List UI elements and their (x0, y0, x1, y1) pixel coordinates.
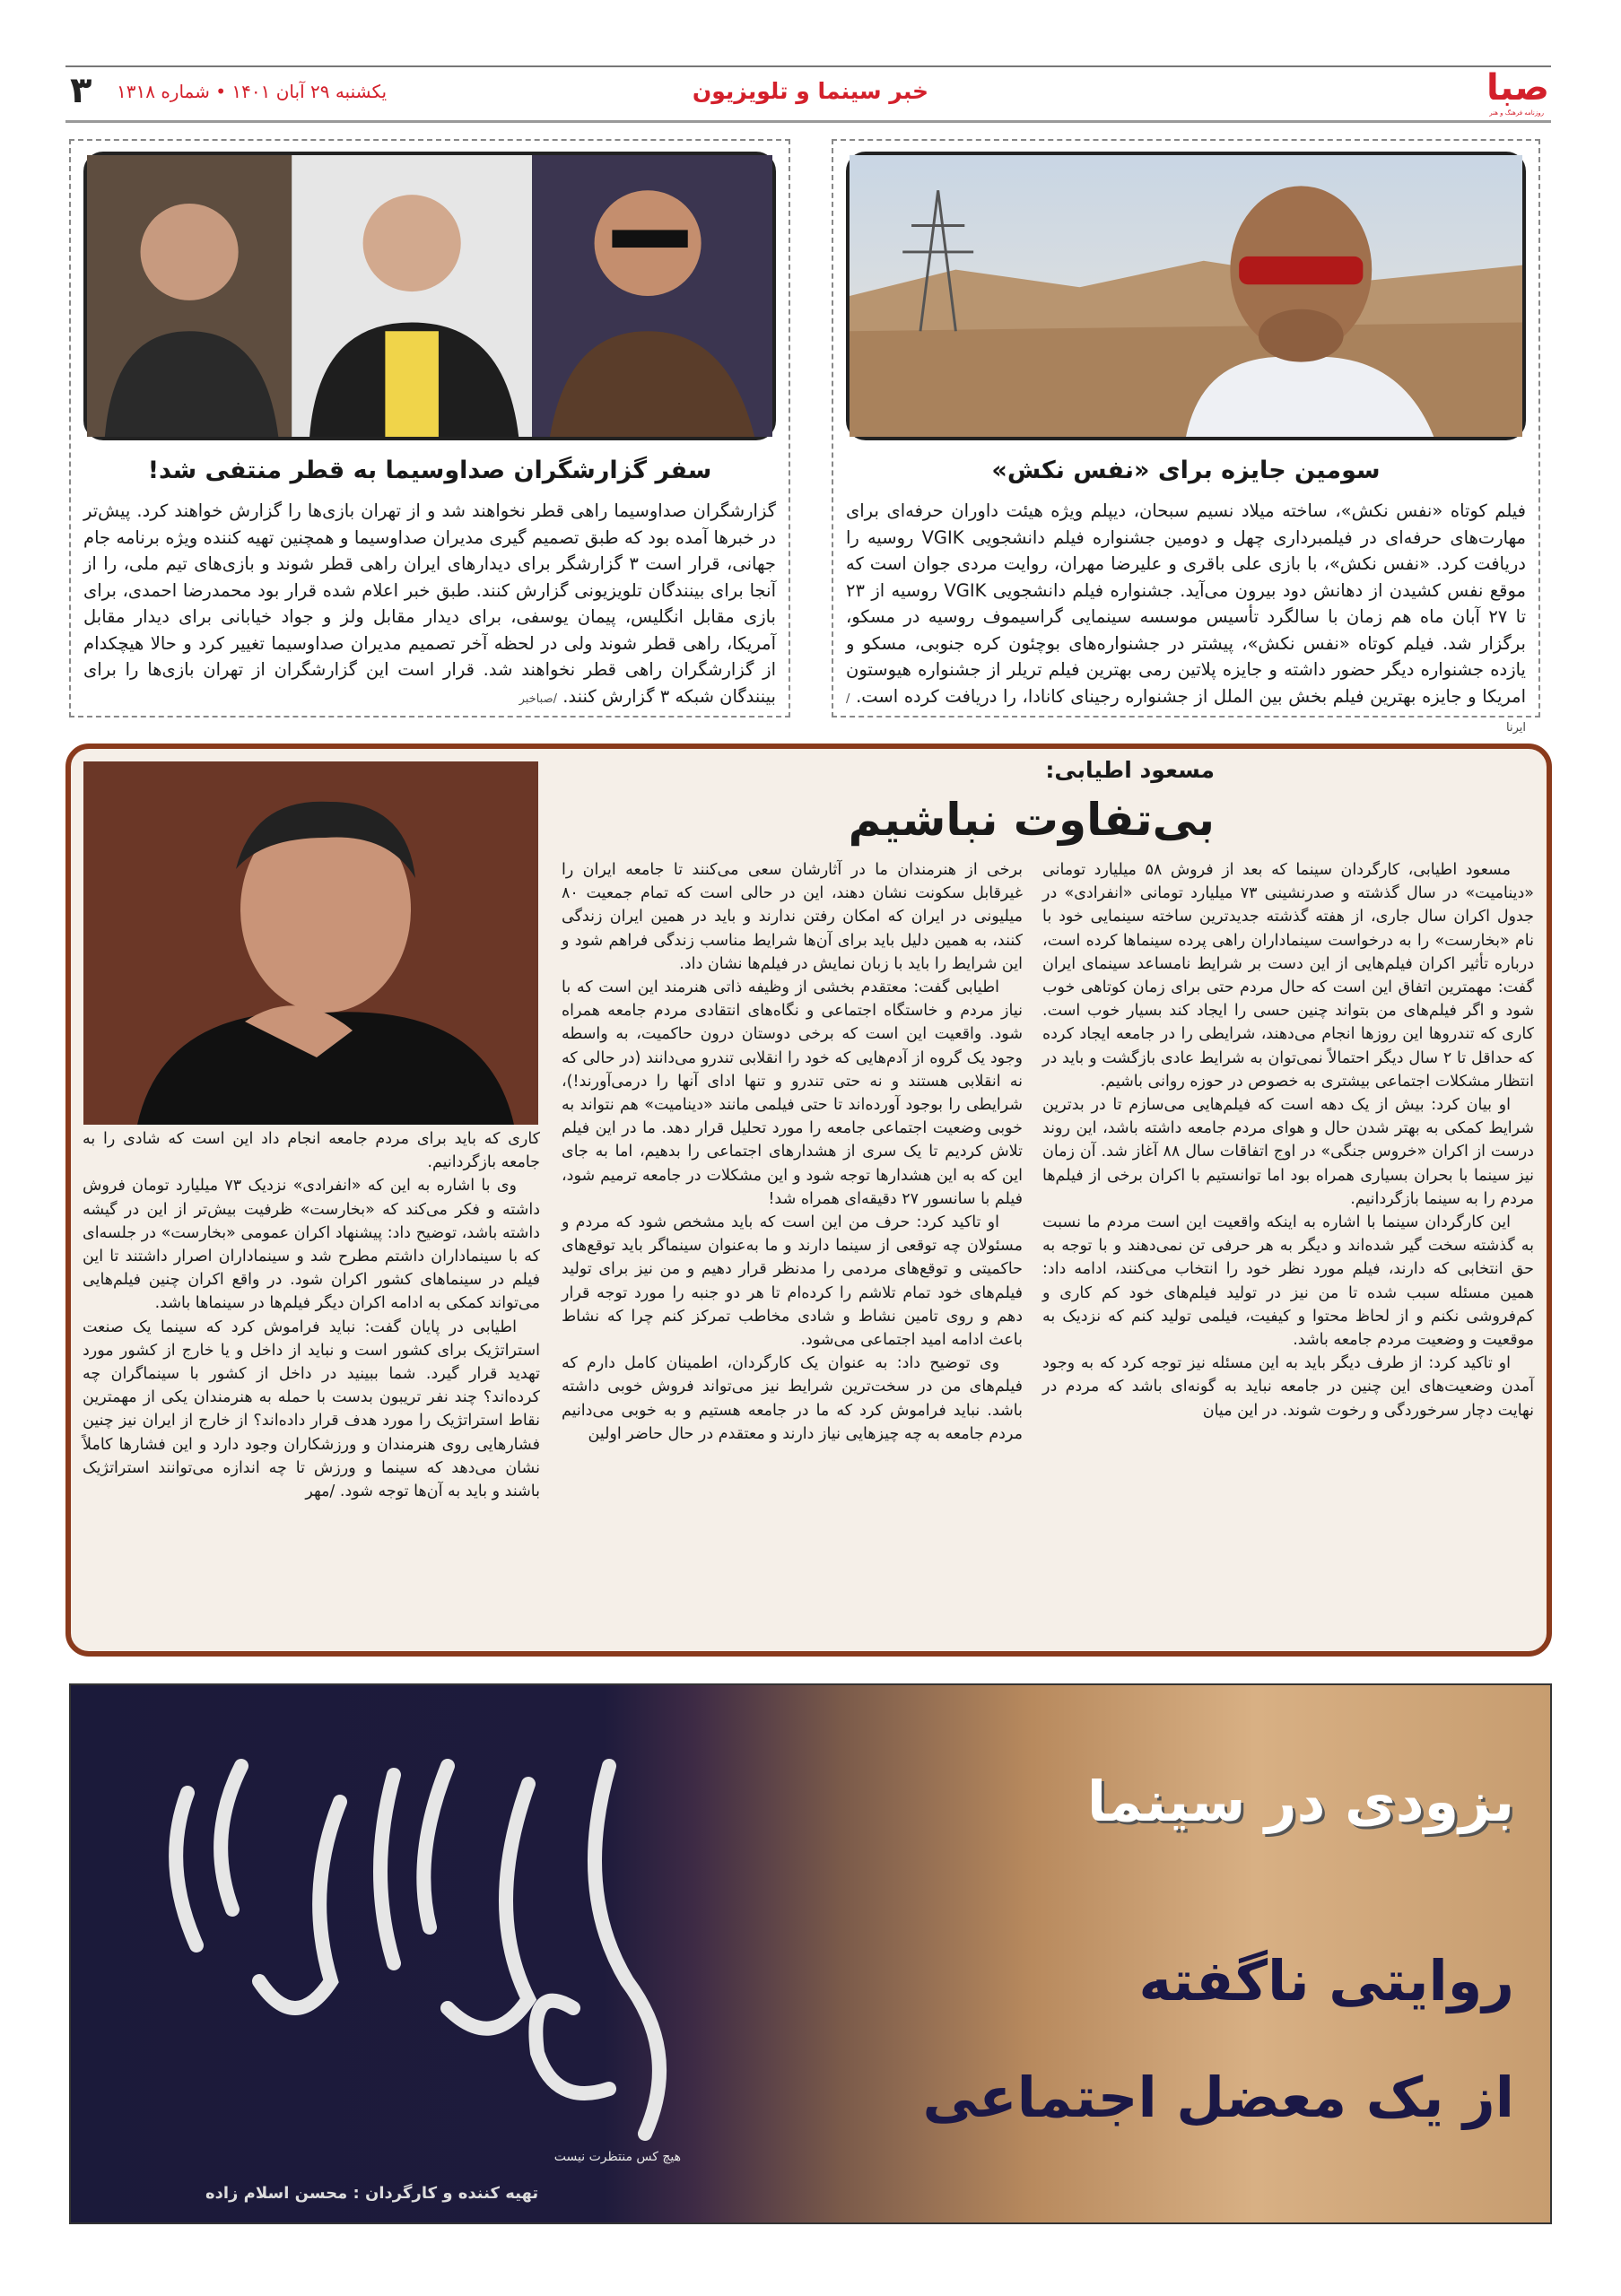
article-paragraph: او تاکید کرد: حرف من این است که باید مشخص شود که مردم و مسئولان چه توقعی از سینما دارند و ما به‌عنوان سینماگر باید توقع‌های حاکمیتی و توقع‌های مردمی را مدنظر قرار دهیم و من نیز برای تولید فیلم‌های خود تمام تلاشم را کرده‌ام تا هر دو جنبه را مورد توجه قرار دهم و روی تامین نشاط و شادی مخاطب تمرکز کنم چرا که نشاط باعث ادامه امید اجتماعی می‌شود. (562, 1213, 1023, 1350)
news-body (83, 498, 776, 713)
news-headline: سفر گزارشگران صداوسیما به قطر منتفی شد! (147, 457, 712, 484)
ad-credit: تهیه کننده و کارگردان : محسن اسلام زاده (205, 2184, 539, 2203)
news-source: /صباخبر (519, 691, 558, 706)
article-paragraph: این کارگردان سینما با اشاره به اینکه واقعیت این است مردم ما نسبت به گذشته سخت گیر شده‌اند و دیگر به هر حرفی تن نمی‌دهند و با توجه به حق انتخابی که دارند، فیلم مورد نظر خود را انتخاب می‌کنند، ادامه داد: همین مسئله سبب شده تا من نیز در تولید فیلم‌های خود کم کاری و کم‌فروشی نکنم و از لحاظ محتوا و کیفیت، فیلمی تولید کنم که نزدیک به موقعیت و وضعیت مردم جامعه باشد. (1042, 1213, 1534, 1350)
article-paragraph: کاری که باید برای مردم جامعه انجام داد این است که شادی را به جامعه بازگردانیم. (83, 1130, 540, 1172)
article-paragraph: او بیان کرد: بیش از یک دهه است که فیلم‌هایی می‌سازم تا در بدترین شرایط کمکی به بهتر شدن حال و هوای مردم جامعه داشته باشد، این روند درست از اکران «خروس جنگی» در اوج اتفاقات سال ۸۸ آغاز شد. آن زمان نیز سینما با بحران بسیاری همراه بود اما توانستیم با اکران برخی از فیلم‌ها مردم را به سینما بازگردانیم. (1042, 1096, 1534, 1208)
article-paragraph: اطیابی گفت: معتقدم بخشی از وظیفه ذاتی هنرمند این است که با نیاز مردم و خاستگاه اجتماعی و نگاه‌های انتقادی مردم جامعه همراه شود. واقعیت این است که برخی دوستان درون حاکمیت، به واسطه وجود یک گروه از آدم‌هایی که خود را انقلابی تندرو می‌دانند (در حالی که نه انقلابی هستند و نه حتی تندرو و تنها ادای آنها را درمی‌آورند!)، شرایطی را بوجود آورده‌اند تا حتی فیلمی مانند «دینامیت» هم نتواند به خوبی وضعیت اجتماعی جامعه را مورد تحلیل قرار دهد. ما در این فیلم تلاش کردیم تا یک سری از هشدارهای اجتماعی را بدهیم، اما به جای این که به این هشدارها توجه شود و این مشکلات در جامعه ترمیم شود، فیلم با سانسور ۲۷ دقیقه‌ای همراه شد! (562, 978, 1023, 1208)
news-photo-man-smoking (846, 152, 1526, 440)
news-source: /ایرنا (846, 691, 1526, 735)
page-number: ۳ (70, 70, 92, 111)
article-paragraph: مسعود اطیابی، کارگردان سینما که بعد از فروش ۵۸ میلیارد تومانی «دینامیت» در سال گذشته و صدرنشینی ۷۳ میلیارد تومانی «انفرادی» در جدول اکران سال جاری، از هفته گذشته جدیدترین ساخته سینمایی خود با نام «بخارست» را به درخواست سینماداران راهی پرده سینماها کرده است، درباره تأثیر اکران فیلم‌هایی از این دست بر شرایط نامساعد سینمای ایران گفت: مهمترین اتفاق این است که حال مردم حتی برای زمان کوتاهی خوب شود و اگر فیلم‌های من بتواند چنین حسی را ایجاد کند بسیار خوب است. کاری که تندروها این روزها انجام می‌دهند، شرایطی را در جامعه ایجاد کرده که حداقل تا ۲ سال دیگر احتمالاً نمی‌توان به شرایط عادی بازگشت و باید در انتظار مشکلات اجتماعی بیشتری به خصوص در حوزه روانی باشیم. (1042, 861, 1535, 1091)
film-title-calligraphy (107, 1712, 860, 2179)
article-paragraph: او تاکید کرد: از طرف دیگر باید به این مسئله نیز توجه کرد که به وجود آمدن وضعیت‌های این چنین در جامعه نباید به گونه‌ای باشد که مردم در نهایت دچار سرخوردگی و رخوت شوند. در این میان (1042, 1354, 1534, 1420)
article-kicker: مسعود اطیابی: (1045, 757, 1215, 783)
film-title-text: هیچ کس منتظرت نیست (553, 2150, 681, 2164)
header-bottom-rule (65, 120, 1551, 123)
article-paragraph: وی با اشاره به این که «انفرادی» نزدیک ۷۳ میلیارد تومان فروش داشته و فکر می‌کند که «بخارست» ظرفیت بیش‌تر از این در گیشه داشته باشد، توضیح داد: پیشنهاد اکران عمومی «بخارست» در جلسه‌ای که با سینماداران داشتم مطرح شد و سینماداران اصرار داشتند تا این فیلم در سینماهای کشور اکران شود. در واقع اکران چنین فیلم‌هایی می‌تواند کمکی به ادامه اکران دیگر فیلم‌ها در سینماها باشد. (83, 1177, 540, 1313)
news-photo-three-reporters (83, 152, 776, 440)
header-top-rule (65, 65, 1551, 67)
news-body-text: گزارشگران صداوسیما راهی قطر نخواهند شد و از تهران بازی‌ها را گزارش خواهند کرد. پیش‌تر در خبرها آمده بود که طبق تصمیم گیری مدیران صداوسیما و همچنین تهیه کننده ویژه برنامه جام جهانی، قرار است ۳ گزارشگر برای دیدارهای ایران راهی قطر شوند و بازی‌های تیم ملی، را از آنجا برای بینندگان تلویزیونی گزارش کنند. طبق خبر اعلام شده قرار بود محمدرضا احمدی، برای بازی مقابل انگلیس، پیمان یوسفی، برای دیدار مقابل ولز و جواد خیابانی برای دیدار مقابل آمریکا، راهی قطر شوند ولی در لحظه آخر تصمیم مدیران صداوسیما تغییر کرد و حالا هیچکدام از گزارشگران راهی قطر نخواهند شد. قرار است این گزارشگران از تهران بازی‌ها را برای بینندگان شبکه ۳ گزارش کنند. (83, 500, 776, 707)
article-paragraph: وی توضیح داد: به عنوان یک کارگردان، اطمینان کامل دارم که فیلم‌های من در سخت‌ترین شرایط نیز می‌تواند فروش خوبی داشته باشد. نباید فراموش کرد که ما در جامعه هستیم و به خوبی می‌دانیم مردم جامعه به چه چیزهایی نیاز دارند و معتقدم در حال حاضر اولین (562, 1354, 1023, 1443)
section-title: خبر سینما و تلویزیون (692, 78, 929, 104)
article-column-3 (83, 1127, 540, 1648)
ad-tagline-1: روایتی ناگفته (1138, 1948, 1514, 2013)
article-title: بی‌تفاوت نباشیم (848, 794, 1215, 846)
portrait-photo-atyabi (83, 761, 538, 1125)
ad-coming-soon: بزودی در سینما (1086, 1769, 1514, 1834)
news-box-reporters-qatar (69, 139, 790, 718)
news-headline: سومین جایزه برای «نفس نکش» (991, 457, 1381, 484)
article-column-2 (562, 858, 1023, 1648)
newspaper-logo: صبا (1486, 67, 1549, 109)
news-box-breathe-award (832, 139, 1540, 735)
article-paragraph: اطیابی در پایان گفت: نباید فراموش کرد که سینما یک صنعت استراتژیک برای کشور است و نباید از داخل و یا خارج از کشور مورد تهدید قرار گیرد. شما ببینید در داخل از کشور با سینماگران چه کرده‌اند؟ چند نفر تریبون بدست با حمله به هنرمندان یکی از مهمترین نقاط استراتژیک را مورد هدف قرار داده‌اند؟ از خارج از ایران نیز چنین فشارهایی روی هنرمندان و ورزشکاران وجود دارد و این فشارها کاملاً نشان می‌دهد که سینما و ورزش تا چه اندازه می‌توانند استراتژیک باشند و باید به آن‌ها توجه شود. /مهر (83, 1318, 540, 1501)
logo-tagline: روزنامه فرهنگ و هنر (1489, 109, 1544, 117)
news-body (846, 498, 1527, 735)
ad-tagline-2: از یک معضل اجتماعی (922, 2065, 1514, 2130)
news-body-text: فیلم کوتاه «نفس نکش»، ساخته میلاد نسیم سبحان، دیپلم ویژه هیئت داوران حرفه‌ای برای مهارت‌های حرفه‌ای در فیلمبرداری چهل و دومین جشنواره فیلم دانشجویی VGIK روسیه را دریافت کرد. «نفس نکش»، با بازی علی باقری و علیرضا مهران، روایت مردی جوان است که موقع نفس کشیدن از دهانش دود بیرون می‌آید. جشنواره فیلم دانشجویی VGIK روسیه از ۲۳ تا ۲۷ آبان ماه هم زمان با سالگرد تأسیس موسسه سینمایی گراسیموف روسیه در مسکو، برگزار شد. فیلم کوتاه «نفس نکش»، پیشتر در جشنواره‌های بوچئون کره جنوبی، مسکو و یازده جشنواره دیگر حضور داشته و جایزه پلاتین رمی بهترین فیلم تریلر از جشنواره هیوستون امریکا و جایزه بهترین فیلم بخش بین الملل از جشنواره رجینای کانادا، را دریافت کرده است. (846, 500, 1527, 707)
article-column-1 (1042, 858, 1534, 1648)
issue-dateline: یکشنبه ۲۹ آبان ۱۴۰۱ • شماره ۱۳۱۸ (117, 81, 388, 102)
interview-article (65, 744, 1552, 1657)
film-advertisement[interactable] (69, 1683, 1552, 2224)
article-paragraph: برخی از هنرمندان ما در آثارشان سعی می‌کنند تا جامعه ایران را غیرقابل سکونت نشان دهند، این در حالی است که تمام جمعیت ۸۰ میلیونی در ایران که امکان رفتن ندارند و باید در همین ایران زندگی کنند، به همین دلیل باید برای آن‌ها شرایط مناسب زندگی فراهم شود و این شرایط را باید با زبان نمایش در فیلم‌ها نشان داد. (562, 861, 1023, 973)
